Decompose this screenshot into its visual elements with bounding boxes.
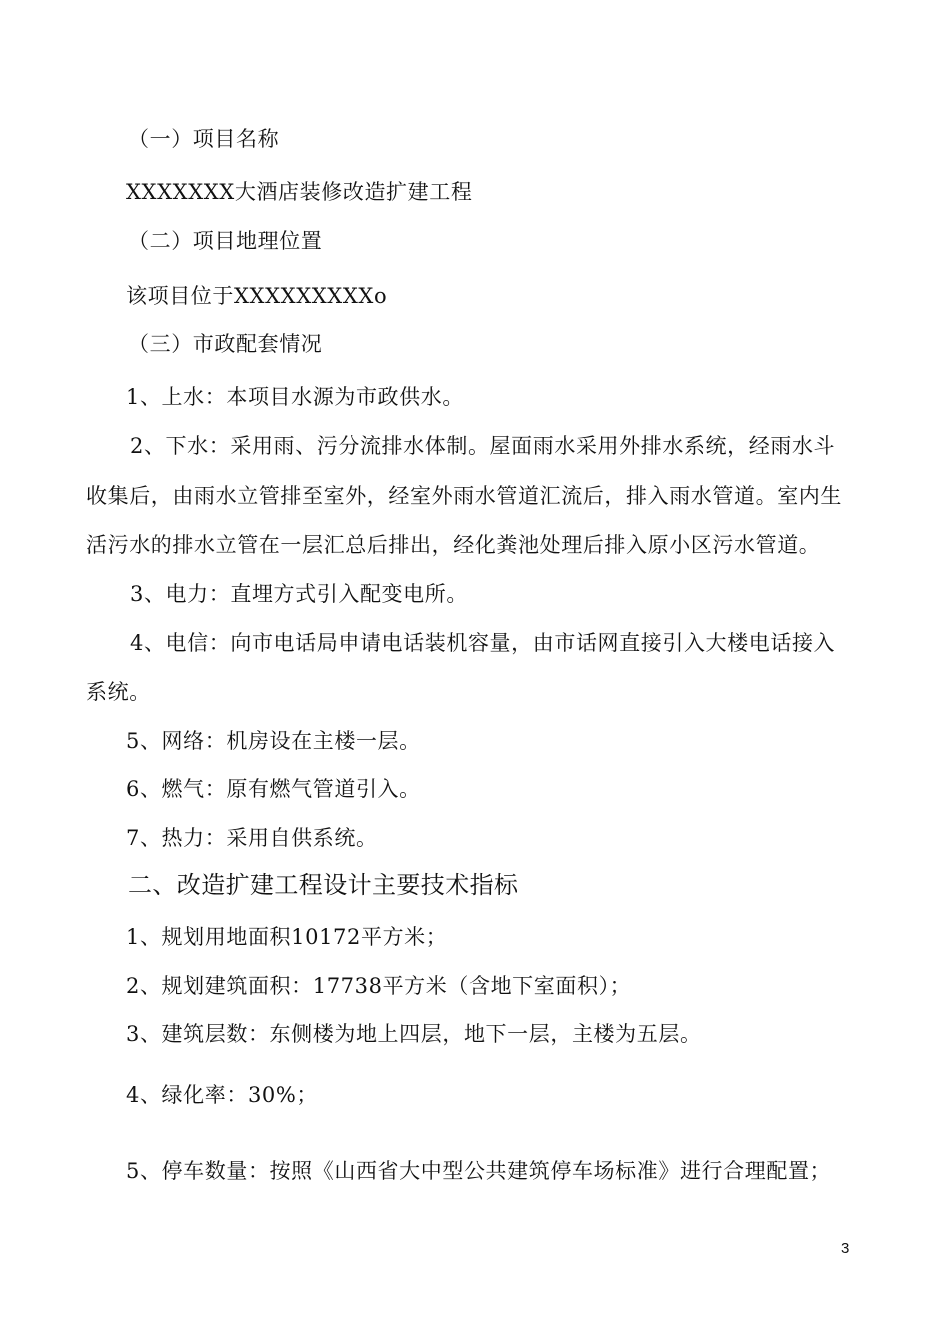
- item-drainage-line-2: 收集后，由雨水立管排至室外，经室外雨水管道汇流后，排入雨水管道。室内生: [86, 484, 842, 508]
- section-heading-2: 二、改造扩建工程设计主要技术指标: [128, 871, 519, 899]
- page-number: 3: [841, 1240, 850, 1257]
- indicator-green-rate: 4、绿化率：30%；: [126, 1083, 319, 1107]
- indicator-floors: 3、建筑层数：东侧楼为地上四层，地下一层，主楼为五层。: [126, 1022, 702, 1046]
- item-drainage-line-1: 2、下水：采用雨、污分流排水体制。屋面雨水采用外排水系统，经雨水斗: [130, 434, 836, 458]
- section-3-title: （三）市政配套情况: [128, 332, 323, 356]
- item-telecom-line-2: 系统。: [86, 680, 151, 704]
- indicator-land-area: 1、规划用地面积10172平方米；: [126, 925, 448, 949]
- section-1-title: （一）项目名称: [128, 127, 280, 151]
- item-drainage-line-3: 活污水的排水立管在一层汇总后排出，经化粪池处理后排入原小区污水管道。: [86, 533, 821, 557]
- item-gas: 6、燃气：原有燃气管道引入。: [126, 777, 421, 801]
- indicator-parking: 5、停车数量：按照《山西省大中型公共建筑停车场标准》进行合理配置；: [126, 1159, 832, 1183]
- item-heating: 7、热力：采用自供系统。: [126, 826, 378, 850]
- item-power: 3、电力：直埋方式引入配变电所。: [130, 582, 468, 606]
- section-2-title: （二）项目地理位置: [128, 229, 323, 253]
- item-water-supply: 1、上水：本项目水源为市政供水。: [126, 385, 464, 409]
- item-network: 5、网络：机房设在主楼一层。: [126, 729, 421, 753]
- location-text: 该项目位于XXXXXXXXXo: [126, 284, 388, 308]
- project-name: XXXXXXX大酒店装修改造扩建工程: [126, 180, 473, 204]
- item-telecom-line-1: 4、电信：向市电话局申请电话装机容量，由市话网直接引入大楼电话接入: [130, 631, 836, 655]
- indicator-building-area: 2、规划建筑面积：17738平方米（含地下室面积）；: [126, 974, 632, 998]
